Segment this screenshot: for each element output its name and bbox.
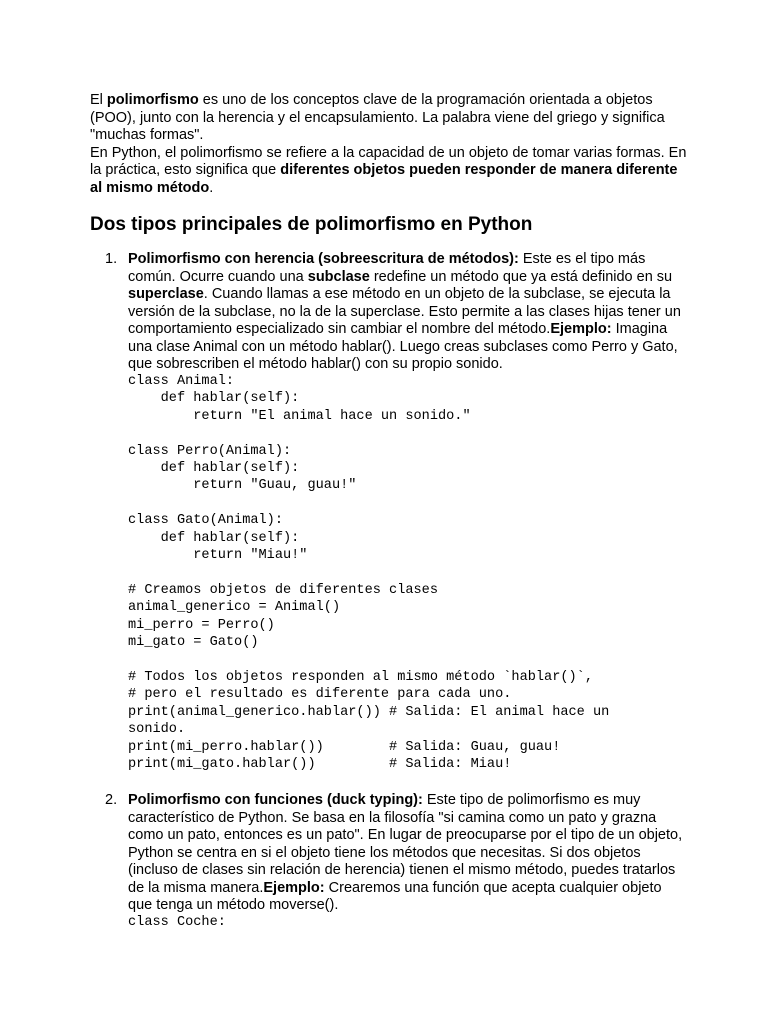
bold-text: superclase: [128, 286, 204, 302]
list-item-text: Polimorfismo con herencia (sobreescritura de métodos): Este es el tipo más común. Ocurre cuando una subclase redefine un método que ya está definido en su superclase. Cuando llamas a ese método en un objeto de la subclase, se ejecuta la versión de la subclase, no la de la superclase. Esto permite a las clases hijas tener un comportamiento especializado sin cambiar el nombre del método.Ejemplo: Imagina una clase Animal con un método hablar(). Luego creas subclases como Perro y Gato, que sobrescriben el método hablar() con su propio sonido.: [128, 251, 681, 372]
code-block: class Coche:: [128, 915, 226, 930]
list-number: 2.: [105, 792, 118, 808]
bold-text: Polimorfismo con herencia (sobreescritura de métodos):: [128, 251, 519, 267]
bold-text: subclase: [307, 268, 370, 285]
bold-text: Ejemplo:: [550, 321, 612, 337]
section-heading: Dos tipos principales de polimorfismo en Python: [90, 214, 533, 235]
bold-text: diferentes objetos pueden responder de manera diferente al mismo método: [90, 162, 678, 196]
bold-text: Polimorfismo con funciones (duck typing):: [128, 792, 423, 808]
code-block: class Animal: def hablar(self): return "El animal hace un sonido." class Perro(Animal): def hablar(self): return "Guau, guau!" class Gato(Animal): def hablar(self): return "Miau!" # Creamos objetos de diferentes clases animal_generico = Animal() mi_perro = Perro() mi_gato = Gato() # Todos los objetos responden al mismo método `hablar()`, # pero el resultado es diferente para cada uno. print(animal_generico.hablar()) # Salida: El animal hace un sonido. print(mi_perro.hablar()) # Salida: Guau, guau! print(mi_gato.hablar()) # Salida: Miau!: [128, 374, 610, 772]
list-number: 1.: [105, 251, 118, 267]
list-item-text: Polimorfismo con funciones (duck typing): Este tipo de polimorfismo es muy característico de Python. Se basa en la filosofía "si camina como un pato y grazna como un pato, entonces es un pato". En lugar de preocuparse por el tipo de un objeto, Python se centra en si el objeto tiene los métodos que necesitas. Si dos objetos (incluso de clases sin relación de herencia) tienen el mismo método, puedes tratarlos de la misma manera.Ejemplo: Crearemos una función que acepta cualquier objeto que tenga un método moverse().: [128, 792, 683, 913]
intro-section: [90, 92, 690, 197]
bold-text: Ejemplo:: [263, 879, 325, 896]
bold-text: polimorfismo: [106, 92, 199, 108]
intro-paragraph-2: En Python, el polimorfismo se refiere a la capacidad de un objeto de tomar varias formas. En la práctica, esto significa que diferentes objetos pueden responder de manera diferente al mismo método.: [90, 144, 687, 196]
intro-paragraph-1: El polimorfismo es uno de los conceptos clave de la programación orientada a objetos (POO), junto con la herencia y el encapsulamiento. La palabra viene del griego y significa "muchas formas".: [90, 92, 665, 143]
